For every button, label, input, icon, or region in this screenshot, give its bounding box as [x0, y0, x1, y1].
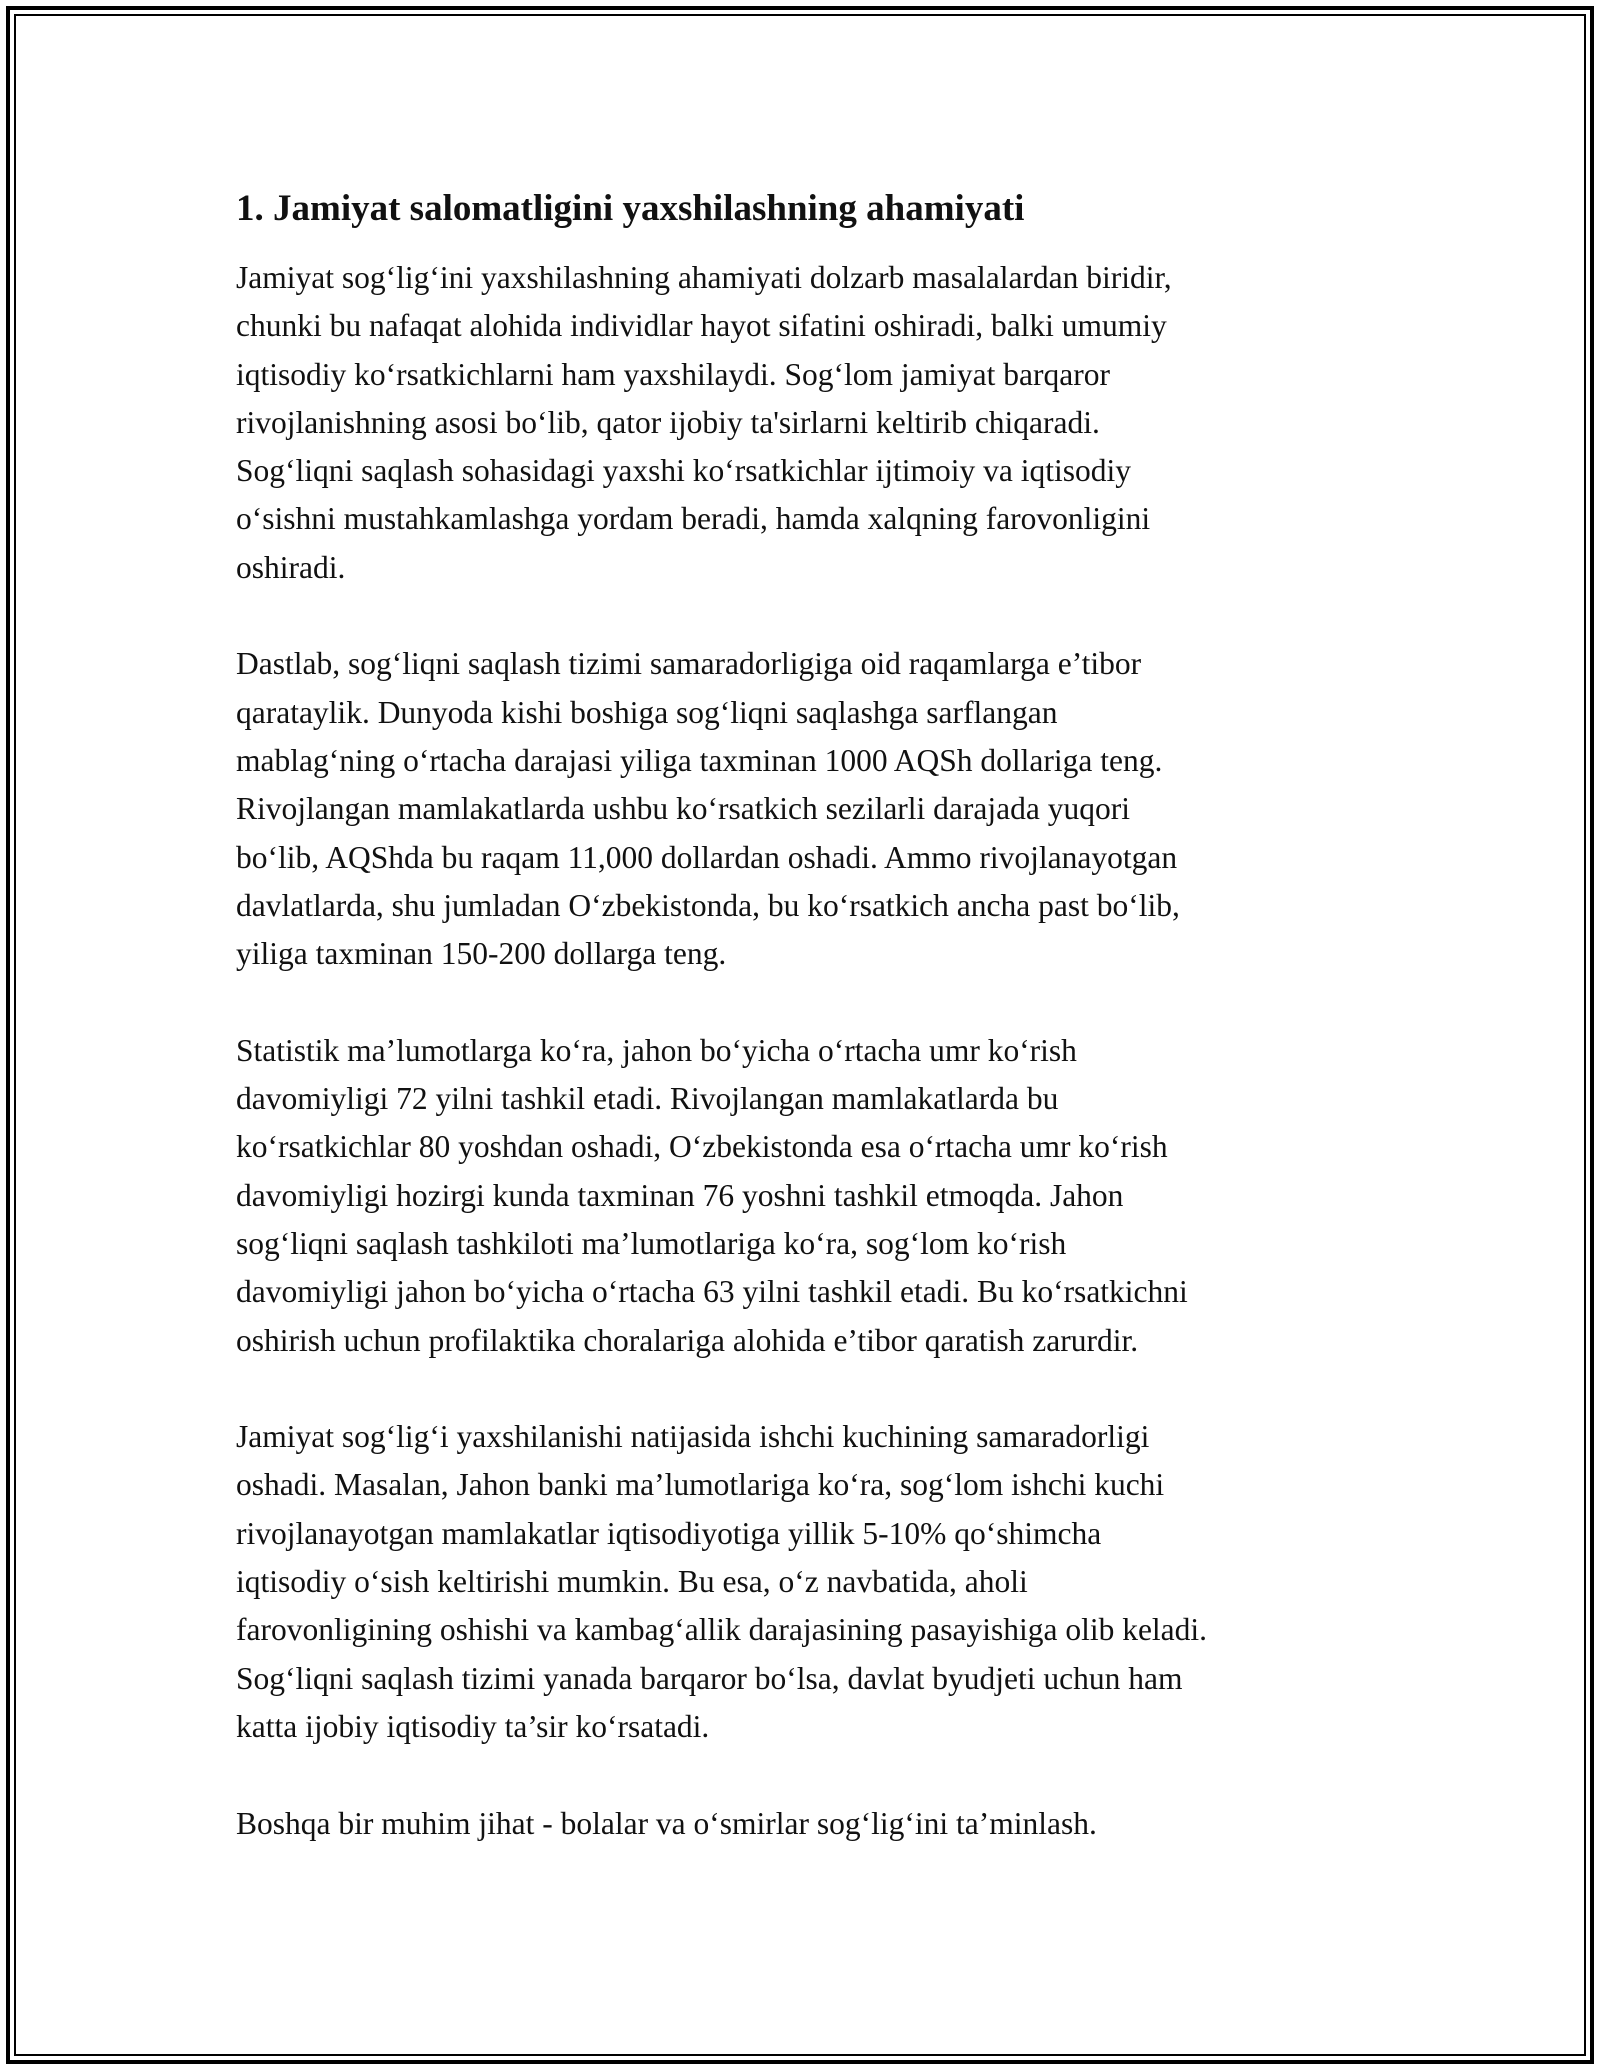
paragraph-line: oshadi. Masalan, Jahon banki ma’lumotlariga ko‘ra, sog‘lom ishchi kuchi — [236, 1467, 1165, 1503]
paragraph-line: Rivojlangan mamlakatlarda ushbu ko‘rsatkich sezilarli darajada yuqori — [236, 791, 1130, 827]
section-heading: 1. Jamiyat salomatligini yaxshilashning ahamiyati — [236, 188, 1025, 229]
paragraph-line: davomiyligi jahon bo‘yicha o‘rtacha 63 yilni tashkil etadi. Bu ko‘rsatkichni — [236, 1274, 1188, 1310]
paragraph-line: davomiyligi 72 yilni tashkil etadi. Rivojlangan mamlakatlarda bu — [236, 1081, 1059, 1117]
paragraph-line: katta ijobiy iqtisodiy ta’sir ko‘rsatadi. — [236, 1708, 710, 1744]
paragraph-line: davlatlarda, shu jumladan O‘zbekistonda, bu ko‘rsatkich ancha past bo‘lib, — [236, 887, 1180, 923]
paragraph-line: qarataylik. Dunyoda kishi boshiga sog‘liqni saqlashga sarflangan — [236, 694, 1058, 730]
paragraph-4 — [236, 1413, 1416, 1751]
paragraph-line: yiliga taxminan 150-200 dollarga teng. — [236, 936, 727, 972]
paragraph-line: iqtisodiy o‘sish keltirishi mumkin. Bu esa, o‘z navbatida, aholi — [236, 1564, 1028, 1600]
paragraph-2 — [236, 640, 1416, 978]
paragraph-line: rivojlanayotgan mamlakatlar iqtisodiyotiga yillik 5-10% qo‘shimcha — [236, 1515, 1102, 1551]
paragraph-3 — [236, 1027, 1416, 1365]
paragraph-line: oshiradi. — [236, 549, 346, 585]
paragraph-5 — [236, 1800, 1416, 1848]
paragraph-line: Sog‘liqni saqlash tizimi yanada barqaror bo‘lsa, davlat byudjeti uchun ham — [236, 1660, 1183, 1696]
paragraph-line: ko‘rsatkichlar 80 yoshdan oshadi, O‘zbekistonda esa o‘rtacha umr ko‘rish — [236, 1129, 1168, 1165]
paragraph-1 — [236, 254, 1416, 592]
paragraph-line: bo‘lib, AQShda bu raqam 11,000 dollardan oshadi. Ammo rivojlanayotgan — [236, 839, 1178, 875]
paragraph-line: farovonligining oshishi va kambag‘allik darajasining pasayishiga olib keladi. — [236, 1612, 1208, 1648]
paragraph-line: rivojlanishning asosi bo‘lib, qator ijobiy ta'sirlarni keltirib chiqaradi. — [236, 404, 1100, 440]
paragraph-line: Boshqa bir muhim jihat - bolalar va o‘smirlar sog‘lig‘ini ta’minlash. — [236, 1805, 1097, 1841]
paragraph-line: Statistik ma’lumotlarga ko‘ra, jahon bo‘yicha o‘rtacha umr ko‘rish — [236, 1032, 1077, 1068]
paragraph-line: iqtisodiy ko‘rsatkichlarni ham yaxshilaydi. Sog‘lom jamiyat barqaror — [236, 356, 1110, 392]
paragraph-line: oshirish uchun profilaktika choralariga alohida e’tibor qaratish zarurdir. — [236, 1322, 1139, 1358]
paragraph-line: Dastlab, sog‘liqni saqlash tizimi samaradorligiga oid raqamlarga e’tibor — [236, 646, 1142, 682]
paragraph-line: Jamiyat sog‘lig‘i yaxshilanishi natijasida ishchi kuchining samaradorligi — [236, 1419, 1150, 1455]
document-body — [236, 186, 1416, 1896]
paragraph-line: davomiyligi hozirgi kunda taxminan 76 yoshni tashkil etmoqda. Jahon — [236, 1177, 1124, 1213]
paragraph-line: o‘sishni mustahkamlashga yordam beradi, hamda xalqning farovonligini — [236, 501, 1151, 537]
paragraph-line: Sog‘liqni saqlash sohasidagi yaxshi ko‘rsatkichlar ijtimoiy va iqtisodiy — [236, 453, 1132, 489]
paragraph-line: Jamiyat sog‘lig‘ini yaxshilashning ahamiyati dolzarb masalalardan biridir, — [236, 260, 1172, 295]
paragraph-line: sog‘liqni saqlash tashkiloti ma’lumotlariga ko‘ra, sog‘lom ko‘rish — [236, 1225, 1067, 1261]
paragraph-line: chunki bu nafaqat alohida individlar hayot sifatini oshiradi, balki umumiy — [236, 308, 1167, 344]
paragraph-line: mablag‘ning o‘rtacha darajasi yiliga taxminan 1000 AQSh dollariga teng. — [236, 742, 1163, 778]
